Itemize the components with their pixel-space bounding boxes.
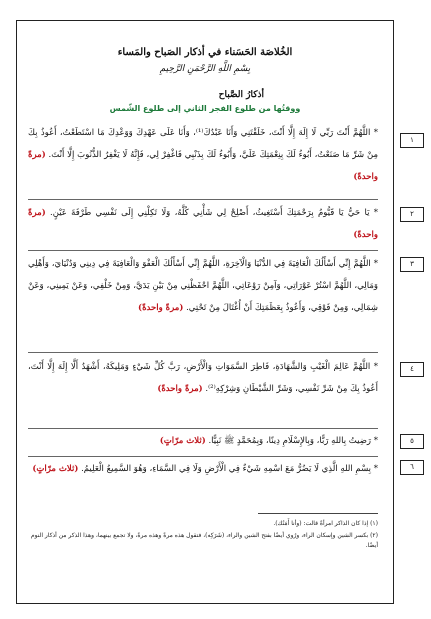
entry-text: * بِسْمِ اللهِ الَّذِي لَا يَضُرُّ مَعَ اسْمِهِ شَيْءٌ فِي الْأَرْضِ وَلَا فِي السَّمَاءِ، وَهُوَ السَّمِيعُ الْعَلِيمُ. <box>81 464 378 474</box>
entry-number-box: ٣ <box>400 257 424 272</box>
entry-number-box: ١ <box>400 133 424 148</box>
entry-text: * اللَّهُمَّ إِنِّي أَسْأَلُكَ الْعَافِيَةَ فِي الدُّنْيَا وَالْآخِرَةِ، اللَّهُمَّ إِنِّي أَسْأَلُكَ الْعَفْوَ وَالْعَافِيَةَ فِي دِينِي وَدُنْيَايَ، وَأَهْلِي وَمَالِي، اللَّهُمَّ اسْتُرْ عَوْرَاتِي، وَآمِنْ رَوْعَاتِي، اللَّهُمَّ احْفَظْنِي مِنْ بَيْنِ يَدَيَّ، وَمِنْ خَلْفِي، وَعَنْ يَمِينِي، وَعَنْ شِمَالِي، وَمِنْ فَوْقِي، وَأَعُوذُ بِعَظَمَتِكَ أَنْ أُغْتَالَ مِنْ تَحْتِي. <box>28 259 378 313</box>
repetition-count: (مرةً واحدةً) <box>28 208 378 240</box>
entry-text: * اللَّهُمَّ عَالِمَ الْغَيْبِ وَالشَّهَادَةِ، فَاطِرَ السَّمَوَاتِ وَالْأَرْضِ، رَبَّ كُلِّ شَيْءٍ وَمَلِيكَهُ، أَشْهَدُ أَلَّا إِلَهَ إِلَّا أَنْتَ، أَعُوذُ بِكَ مِنْ شَرِّ نَفْسِي، وَشَرِّ الشَّيْطَانِ وَشِرْكِهِ⁽²⁾. <box>28 362 378 394</box>
repetition-count: (مرةً واحدةً) <box>157 384 203 394</box>
entry-text: * يَا حَيُّ يَا قَيُّومُ بِرَحْمَتِكَ أَسْتَغِيثُ، أَصْلِحْ لِي شَأْنِي كُلَّهُ، وَلَا تَكِلْنِي إِلَى نَفْسِي طَرْفَةَ عَيْنٍ. <box>50 208 378 218</box>
repetition-count: (ثلاث مرّاتٍ) <box>159 436 206 446</box>
divider <box>28 428 378 429</box>
document-title: الخُلاصَة الحَسَناء في أذكار الصَباح والمَساء <box>117 47 293 58</box>
divider <box>28 250 378 251</box>
repetition-count: (ثلاث مرّاتٍ) <box>32 464 79 474</box>
entry-text: * رَضِيتُ بِاللهِ رَبًّا، وَبِالإِسْلَامِ دِينًا، وَبِمُحَمَّدٍ ﷺ نَبِيًّا. <box>208 436 378 446</box>
footnote: (٢) بكسر الشين وإسكان الراء، ورُوي أيضًا بفتح الشين والراء، (شَرَكِه)، فتقول هذه مرةً وهذه مرةً، ولا تجمع بينهما، وهذا الذكر من أذكار النوم أيضًا. <box>30 532 378 549</box>
footnote-separator <box>258 513 378 514</box>
section-subtitle: ووقتُها من طلوع الفجر الثاني إلى طلوع الشّمس <box>109 104 301 113</box>
divider <box>28 456 378 457</box>
entry-number-box: ٥ <box>400 434 424 449</box>
divider <box>28 352 378 353</box>
dhikr-entry <box>28 356 378 400</box>
entry-number-box: ٢ <box>400 207 424 222</box>
repetition-count: (مرةً واحدةً) <box>28 150 378 182</box>
repetition-count: (مرةً واحدةً) <box>138 303 184 313</box>
divider <box>28 199 378 200</box>
dhikr-entry <box>28 202 378 246</box>
entry-number-box: ٦ <box>400 460 424 475</box>
footnote: (١) إذا كان الذاكر امرأةً قالت: (وأنا أَمَتُك). <box>273 520 378 527</box>
dhikr-entry <box>28 430 378 452</box>
dhikr-entry <box>28 122 378 188</box>
basmala: بِسْمِ اللَّهِ الرَّحْمَنِ الرَّحِيمِ <box>159 64 251 74</box>
entry-text: * اللَّهُمَّ أَنْتَ رَبِّي لَا إِلَهَ إِلَّا أَنْتَ، خَلَقْتَنِي وَأَنَا عَبْدُكَ⁽¹⁾، وَأَنَا عَلَى عَهْدِكَ وَوَعْدِكَ مَا اسْتَطَعْتُ، أَعُوذُ بِكَ مِنْ شَرِّ مَا صَنَعْتُ، أَبُوءُ لَكَ بِنِعْمَتِكَ عَلَيَّ، وَأَبُوءُ لَكَ بِذَنْبِي فَاغْفِرْ لِي، فَإِنَّهُ لَا يَغْفِرُ الذُّنُوبَ إِلَّا أَنْتَ. <box>28 128 378 160</box>
entry-number-box: ٤ <box>400 362 424 377</box>
dhikr-entry <box>28 458 378 480</box>
dhikr-entry <box>28 253 378 319</box>
section-title: أذكارُ الصَّباح <box>218 90 264 100</box>
